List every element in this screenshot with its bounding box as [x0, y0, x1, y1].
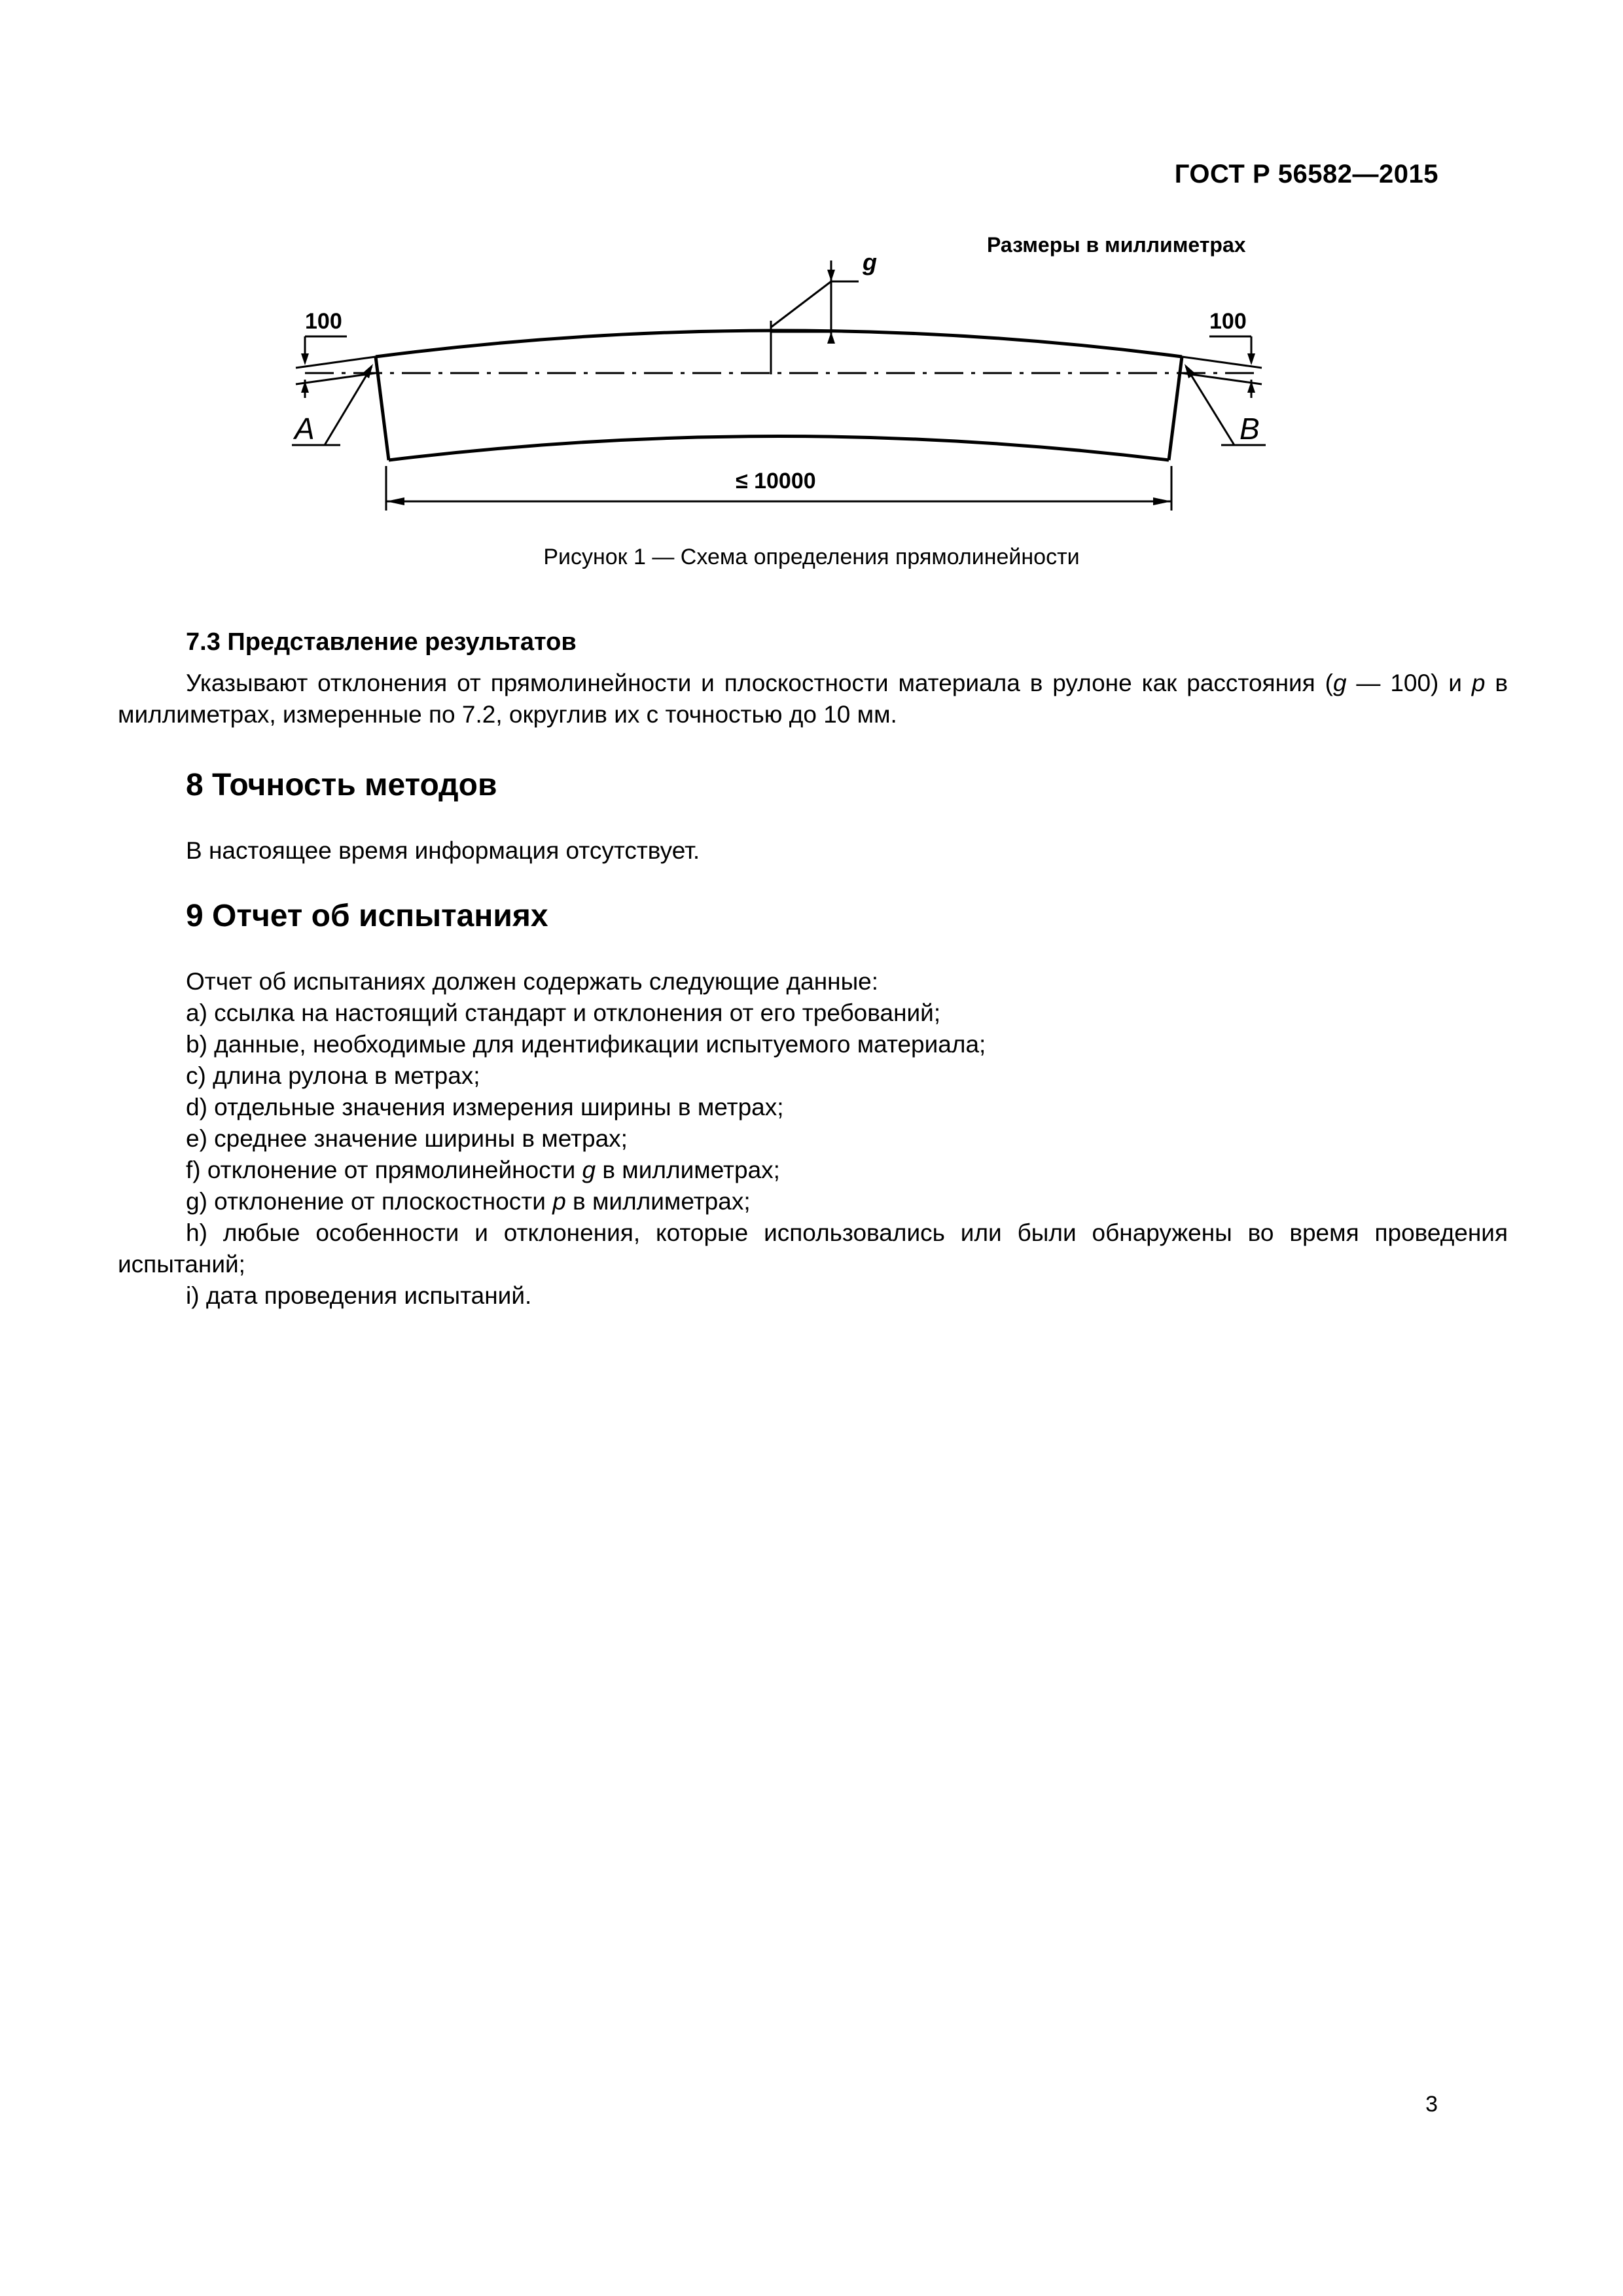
heading-section-8: 8 Точность методов: [186, 768, 497, 802]
figure-caption: Рисунок 1 — Схема определения прямолинейности: [543, 545, 1080, 569]
item-f-suffix: в миллиметрах;: [596, 1157, 780, 1183]
page-number: 3: [1425, 2092, 1438, 2117]
para-7-3-part-3: в миллиметрах, измеренные по 7.2, округлив их с точностью до 10 мм.: [118, 670, 1508, 728]
pointer-a: [292, 367, 372, 445]
pointer-b: [1186, 367, 1266, 445]
list-item-g: [186, 1186, 751, 1217]
list-item-a: a) ссылка на настоящий стандарт и отклонения от его требований;: [186, 999, 941, 1026]
length-dimension: [386, 466, 1171, 511]
list-item-i: i) дата проведения испытаний.: [186, 1282, 532, 1309]
label-100-left: 100: [305, 309, 342, 334]
g-dimension: [771, 260, 859, 374]
item-g-var: p: [552, 1188, 566, 1215]
label-g: g: [863, 249, 877, 276]
paragraph-7-3: [118, 668, 1508, 730]
heading-section-9: 9 Отчет об испытаниях: [186, 899, 548, 933]
para-7-3-part-1: Указывают отклонения от прямолинейности и плоскостности материала в рулоне как расстояния (: [186, 670, 1333, 696]
list-item-d: d) отдельные значения измерения ширины в метрах;: [186, 1094, 784, 1121]
item-g-suffix: в миллиметрах;: [565, 1188, 751, 1215]
list-item-b: b) данные, необходимые для идентификации испытуемого материала;: [186, 1031, 986, 1058]
roll-outline: [376, 331, 1182, 460]
heading-7-3: 7.3 Представление результатов: [186, 628, 577, 656]
para-7-3-part-2: — 100) и: [1346, 670, 1472, 696]
list-item-c: c) длина рулона в метрах;: [186, 1062, 480, 1089]
left-100-marks: [296, 336, 376, 398]
var-g: g: [1332, 670, 1347, 696]
label-a: А: [294, 412, 315, 446]
standard-code-header: ГОСТ Р 56582—2015: [1174, 160, 1438, 188]
label-100-right: 100: [1209, 309, 1247, 334]
item-f-prefix: f) отклонение от прямолинейности: [186, 1157, 582, 1183]
label-length: ≤ 10000: [736, 469, 816, 493]
section-9-intro: Отчет об испытаниях должен содержать следующие данные:: [186, 968, 879, 995]
list-item-e: e) среднее значение ширины в метрах;: [186, 1125, 628, 1152]
dimension-note: Размеры в миллиметрах: [987, 233, 1246, 257]
list-item-h: h) любые особенности и отклонения, которые использовались или были обнаружены во время проведения испытаний;: [118, 1219, 1508, 1278]
list-item-f: [186, 1155, 780, 1186]
label-b: В: [1240, 412, 1260, 446]
paragraph-section-8: В настоящее время информация отсутствует.: [186, 837, 700, 864]
item-g-prefix: g) отклонение от плоскостности: [186, 1188, 553, 1215]
right-100-marks: [1182, 336, 1262, 398]
var-p: p: [1471, 670, 1486, 696]
item-f-var: g: [582, 1157, 596, 1183]
